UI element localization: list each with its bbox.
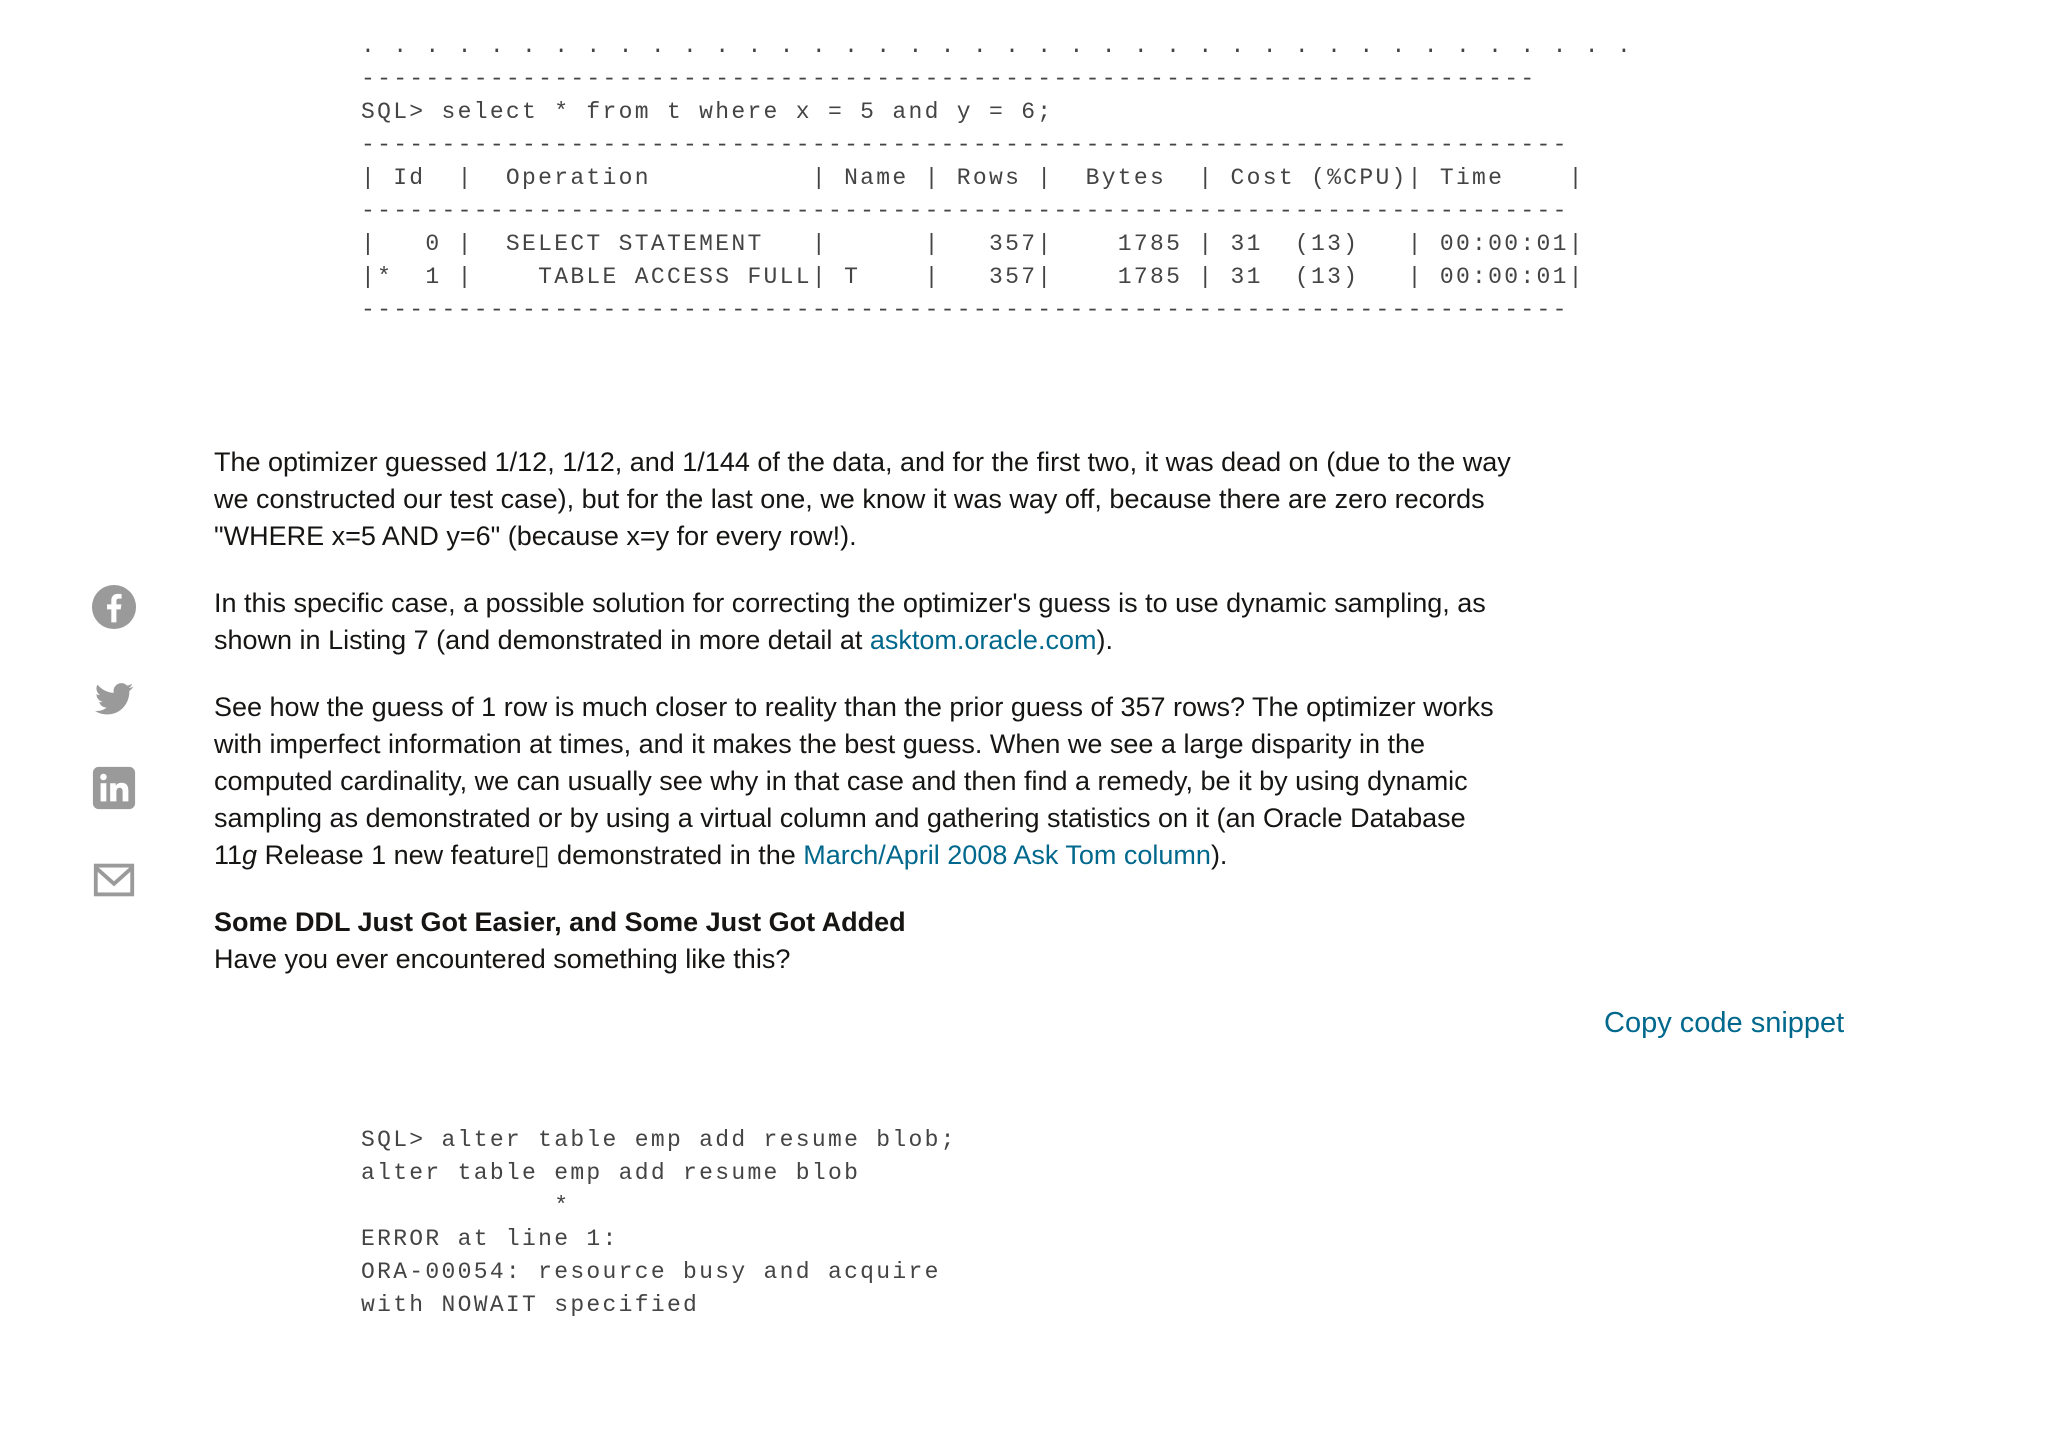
code-line: | Id | Operation | Name | Rows | Bytes | Cost (%CPU)| Time | (361, 165, 1585, 191)
code-line: --------------------------------------------------------------------------- (361, 198, 1569, 224)
article-paragraph-2 (214, 585, 1514, 659)
code-block-execution-plan (361, 44, 1633, 344)
code-line: ------------------------------------------------------------------------- (361, 66, 1537, 92)
section-intro (214, 904, 1514, 978)
facebook-icon[interactable] (89, 582, 139, 632)
paragraph-text: Have you ever encountered something like this? (214, 944, 791, 974)
twitter-icon[interactable] (89, 673, 139, 723)
code-line: --------------------------------------------------------------------------- (361, 297, 1569, 323)
paragraph-text: In this specific case, a possible solution for correcting the optimizer's guess is to use dynamic sampling, as shown in Listing 7 (and demonstrated in more detail at (214, 588, 1486, 655)
paragraph-text: See how the guess of 1 row is much closer to reality than the prior guess of 357 rows? The optimizer works with imperfect information at times, and it makes the best guess. When we see a large disparity in the computed cardinality, we can usually see why in that case and then find a remedy, be it by using dynamic sampling as demonstrated or by using a virtual column and gathering statistics on it (an Oracle Database 11 (214, 692, 1494, 870)
section-heading: Some DDL Just Got Easier, and Some Just Got Added (214, 907, 906, 937)
paragraph-text: The optimizer guessed 1/12, 1/12, and 1/144 of the data, and for the first two, it was dead on (due to the way we constructed our test case), but for the last one, we know it was way off, because there are zero records "WHERE x=5 AND y=6" (because x=y for every row!). (214, 447, 1511, 551)
code-line: SQL> select * from t where x = 5 and y = 6; (361, 99, 1054, 125)
paragraph-text: ). (1096, 625, 1113, 655)
ask-tom-column-link[interactable]: March/April 2008 Ask Tom column (803, 840, 1211, 870)
paragraph-text: Release 1 new feature▯ demonstrated in the (257, 840, 804, 870)
code-line: --------------------------------------------------------------------------- (361, 132, 1569, 158)
article-paragraph-3 (214, 689, 1514, 874)
copy-code-snippet-button[interactable]: Copy code snippet (1604, 1007, 1845, 1039)
email-icon[interactable] (89, 855, 139, 905)
paragraph-text: ). (1210, 840, 1228, 870)
code-partial-line: . . . . . . . . . . . . . . . . . . . . . . . . . . . . . . . . . . . . . . . . (361, 44, 1634, 59)
paragraph-italic: g (242, 840, 258, 870)
code-line: |* 1 | TABLE ACCESS FULL| T | 357| 1785 | 31 (13) | 00:00:01| (361, 264, 1585, 290)
code-line: | 0 | SELECT STATEMENT | | 357| 1785 | 31 (13) | 00:00:01| (361, 231, 1585, 257)
linkedin-icon[interactable] (89, 763, 139, 813)
article-paragraph-1 (214, 444, 1514, 555)
asktom-link[interactable]: asktom.oracle.com (869, 625, 1097, 655)
code-block-alter-table: SQL> alter table emp add resume blob; alter table emp add resume blob * ERROR at line 1: ORA-00054: resource busy and acquire with NOWAIT specified (361, 1127, 957, 1318)
